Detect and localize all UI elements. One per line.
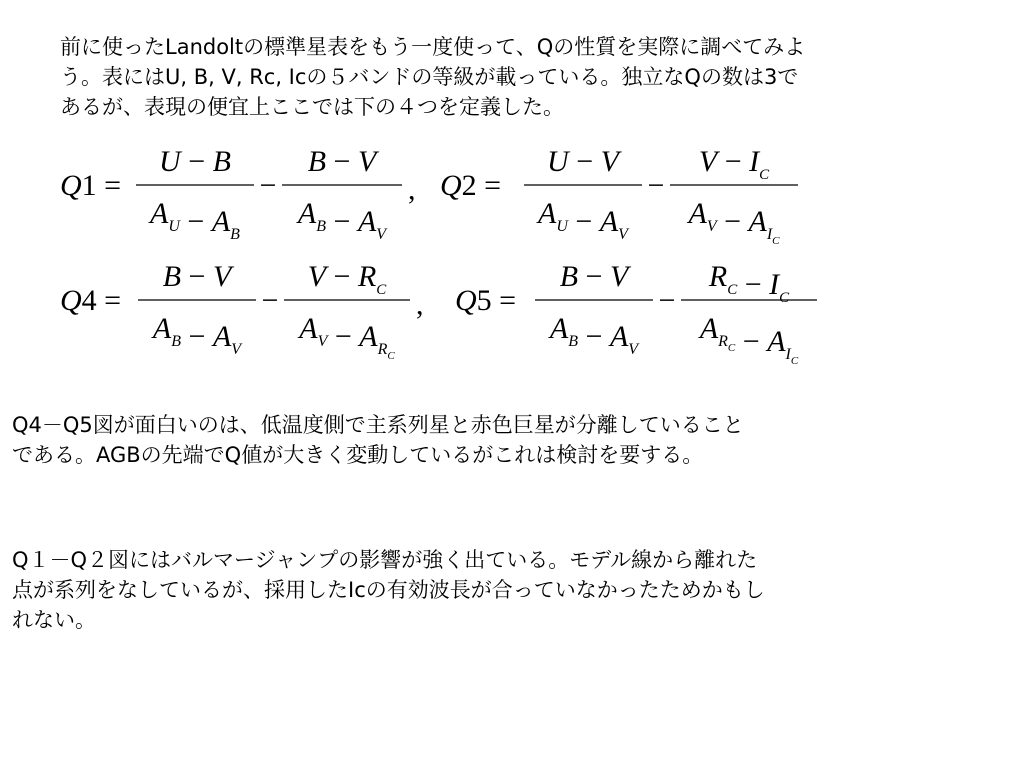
note-line: Q4－Q5図が面白いのは、低温度側で主系列星と赤色巨星が分離していること bbox=[12, 413, 744, 437]
denominator: $A_RC - A_IC$ bbox=[699, 312, 799, 367]
numerator: U − V bbox=[547, 145, 619, 178]
numerator: B − V bbox=[559, 260, 629, 293]
numerator: U − B bbox=[159, 145, 231, 178]
formula-q2 bbox=[440, 145, 798, 247]
formula-q4 bbox=[60, 260, 424, 362]
formula-lhs: Q4 = bbox=[60, 284, 122, 317]
denominator: $A_B - A_V$ bbox=[549, 312, 639, 358]
numerator: $V - R_C$ bbox=[307, 260, 387, 298]
minus-sign: − bbox=[261, 284, 279, 317]
numerator: $V - I_C$ bbox=[698, 145, 770, 183]
minus-sign: − bbox=[259, 169, 277, 202]
intro-line: あるが、表現の便宜上ここでは下の４つを定義した。 bbox=[60, 95, 564, 119]
numerator: $R_C - I_C$ bbox=[708, 260, 790, 306]
formula-lhs: Q2 = bbox=[440, 169, 502, 202]
note-paragraph-q4-q5 bbox=[12, 410, 744, 470]
denominator: $A_V - A_IC$ bbox=[688, 197, 780, 247]
formula-comma: , bbox=[408, 173, 416, 206]
numerator: B − V bbox=[162, 260, 232, 293]
formula-lhs: Q1 = bbox=[60, 169, 122, 202]
formula-q5 bbox=[455, 260, 817, 367]
note-line: 点が系列をなしているが、採用したIcの有効波長が合っていなかったためかもし bbox=[12, 578, 765, 602]
note-paragraph-q1-q2 bbox=[12, 545, 765, 635]
denominator: $A_U - A_B$ bbox=[150, 197, 240, 243]
minus-sign: − bbox=[658, 284, 676, 317]
intro-line: 前に使ったLandoltの標準星表をもう一度使って、Qの性質を実際に調べてみよ bbox=[60, 35, 806, 59]
minus-sign: − bbox=[647, 169, 665, 202]
denominator: $A_V - A_RC$ bbox=[299, 312, 395, 362]
note-line: である。AGBの先端でQ値が大きく変動しているがこれは検討を要する。 bbox=[12, 443, 704, 467]
denominator: $A_U - A_V$ bbox=[538, 197, 628, 243]
formula-comma: , bbox=[416, 288, 424, 321]
denominator: $A_B - A_V$ bbox=[297, 197, 387, 243]
note-line: Q１－Q２図にはバルマージャンプの影響が強く出ている。モデル線から離れた bbox=[12, 548, 758, 572]
formula-q1 bbox=[60, 145, 416, 243]
denominator: $A_B - A_V$ bbox=[152, 312, 242, 358]
note-line: れない。 bbox=[12, 608, 96, 632]
formula-lhs: Q5 = bbox=[455, 284, 517, 317]
numerator: B − V bbox=[307, 145, 377, 178]
intro-line: う。表にはU, B, V, Rc, Icの５バンドの等級が載っている。独立なQの数は3で bbox=[60, 65, 799, 89]
